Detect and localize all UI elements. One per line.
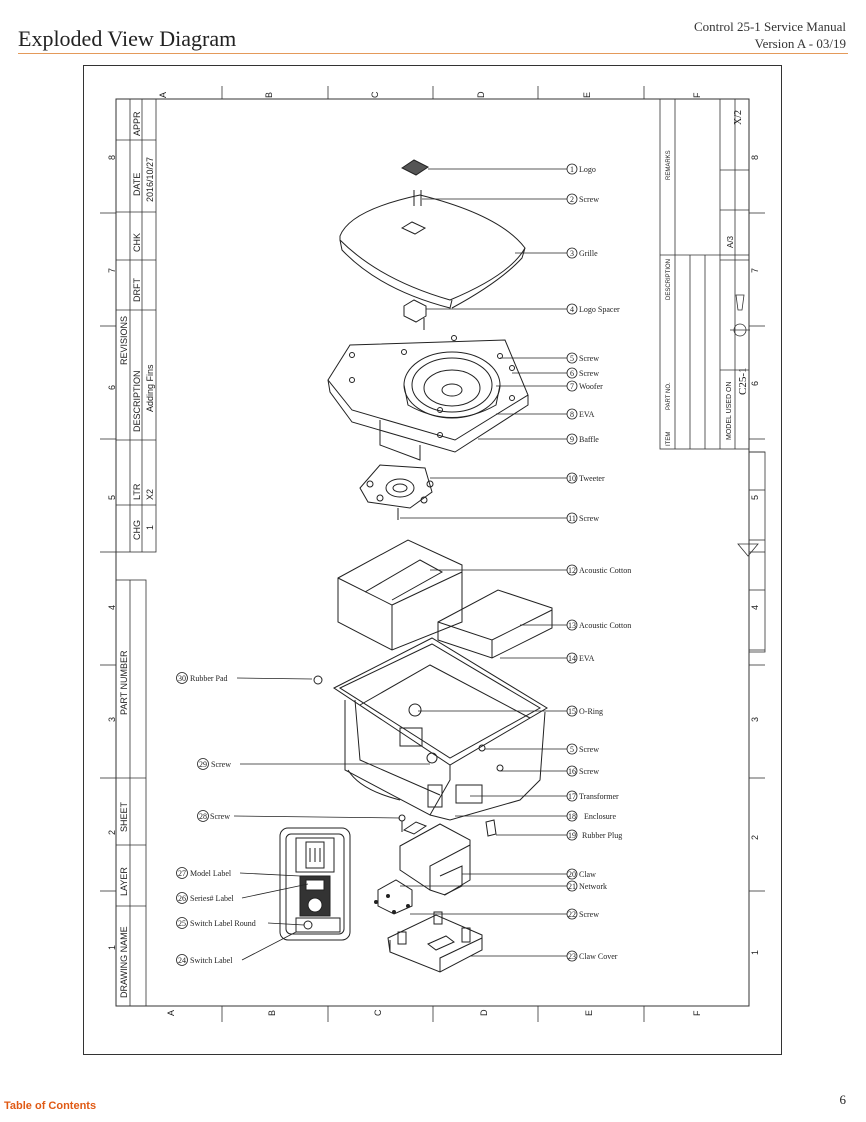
callout-17 — [567, 791, 619, 801]
svg-text:17: 17 — [568, 792, 576, 801]
svg-text:15: 15 — [568, 707, 576, 716]
svg-text:Logo Spacer: Logo Spacer — [579, 305, 620, 314]
svg-text:Model Label: Model Label — [190, 869, 232, 878]
svg-text:Screw: Screw — [211, 760, 231, 769]
svg-text:29: 29 — [199, 760, 207, 769]
title-description: DESCRIPTION — [666, 258, 672, 300]
svg-text:6: 6 — [570, 369, 574, 378]
grid-top-b: B — [264, 91, 274, 98]
title-model: C25-1 — [737, 367, 749, 395]
svg-text:21: 21 — [568, 882, 576, 891]
svg-text:22: 22 — [568, 910, 576, 919]
callout-7 — [567, 381, 603, 391]
title-model-used-on: MODEL USED ON — [726, 381, 733, 440]
callouts-right — [567, 164, 631, 961]
callout-28 — [198, 811, 231, 822]
svg-text:Screw: Screw — [579, 910, 599, 919]
grid-bottom-b: B — [267, 1009, 277, 1016]
grid-top-d: D — [476, 91, 486, 98]
callout-14 — [567, 653, 595, 663]
svg-text:Switch Label: Switch Label — [190, 956, 233, 965]
grid-bottom-e: E — [584, 1009, 594, 1016]
svg-text:Rubber Plug: Rubber Plug — [582, 831, 623, 840]
svg-text:Logo: Logo — [579, 165, 596, 174]
svg-text:Switch Label Round: Switch Label Round — [190, 919, 256, 928]
exploded-parts — [280, 160, 552, 972]
svg-text:Screw: Screw — [579, 745, 599, 754]
svg-text:Screw: Screw — [579, 195, 599, 204]
svg-text:Acoustic Cotton: Acoustic Cotton — [579, 621, 632, 630]
grid-right-2: 2 — [750, 834, 760, 840]
callout-26 — [177, 893, 235, 904]
grid-right-1: 1 — [750, 949, 760, 955]
title-block-text — [666, 110, 749, 446]
grid-left-8: 8 — [107, 154, 117, 160]
title-size: A/3 — [726, 235, 735, 248]
page-title: Exploded View Diagram — [18, 26, 237, 51]
svg-text:13: 13 — [568, 621, 576, 630]
callout-30 — [177, 673, 228, 684]
callout-20 — [567, 869, 596, 879]
acoustic-cotton-2-part — [438, 590, 552, 658]
svg-text:24: 24 — [178, 956, 186, 965]
grid-left-3: 3 — [107, 716, 117, 722]
svg-text:8: 8 — [570, 410, 574, 419]
revision-table-text — [119, 111, 155, 998]
svg-text:28: 28 — [199, 812, 207, 821]
callout-5 — [567, 353, 599, 363]
callout-6 — [567, 368, 599, 378]
svg-text:Claw Cover: Claw Cover — [579, 952, 618, 961]
svg-text:5: 5 — [570, 354, 574, 363]
table-of-contents-link[interactable]: Table of Contents — [4, 1100, 97, 1112]
layer-label: LAYER — [119, 867, 129, 896]
svg-text:4: 4 — [570, 305, 574, 314]
callouts-left — [177, 673, 256, 966]
claw-part — [400, 824, 470, 895]
grille-part — [340, 195, 525, 300]
svg-text:Screw: Screw — [579, 354, 599, 363]
part-number-label: PART NUMBER — [119, 650, 129, 715]
svg-text:10: 10 — [568, 474, 576, 483]
svg-text:Screw: Screw — [579, 767, 599, 776]
svg-text:Network: Network — [579, 882, 607, 891]
svg-text:Baffle: Baffle — [579, 435, 599, 444]
grid-right-6: 6 — [750, 380, 760, 386]
title-rev: X/2 — [733, 110, 744, 125]
grid-top-f: F — [692, 92, 702, 98]
row-chg: 1 — [145, 524, 155, 530]
callout-19 — [567, 830, 622, 840]
col-appr: APPR — [132, 111, 142, 136]
svg-text:16: 16 — [568, 767, 576, 776]
svg-text:Series# Label: Series# Label — [190, 894, 234, 903]
callout-15 — [567, 706, 603, 716]
svg-text:25: 25 — [178, 919, 186, 928]
svg-text:19: 19 — [568, 831, 576, 840]
callout-13 — [567, 620, 631, 630]
callout-10 — [567, 473, 605, 483]
callout-3 — [567, 248, 598, 258]
title-remarks: REMARKS — [666, 150, 672, 180]
svg-text:2: 2 — [570, 195, 574, 204]
logo-spacer-part — [404, 300, 426, 322]
svg-text:Grille: Grille — [579, 249, 598, 258]
svg-text:3: 3 — [570, 249, 574, 258]
woofer-part — [404, 352, 500, 418]
svg-text:30: 30 — [178, 674, 186, 683]
svg-text:20: 20 — [568, 870, 576, 879]
manual-version: Version A - 03/19 — [754, 36, 846, 51]
callout-25 — [177, 918, 256, 929]
callout-16 — [567, 766, 599, 776]
svg-text:Screw: Screw — [210, 812, 230, 821]
callout-4 — [567, 304, 620, 314]
svg-text:7: 7 — [570, 382, 574, 391]
grid-top-e: E — [582, 91, 592, 98]
callout-8 — [567, 409, 595, 419]
svg-text:26: 26 — [178, 894, 186, 903]
grid-right-5: 5 — [750, 494, 760, 500]
manual-name: Control 25-1 Service Manual — [694, 19, 846, 34]
svg-text:O-Ring: O-Ring — [579, 707, 603, 716]
page-number: 6 — [839, 1092, 846, 1107]
callout-leaders — [234, 169, 567, 960]
grid-top-c: C — [370, 91, 380, 98]
grid-left-2: 2 — [107, 829, 117, 835]
grid-bottom-d: D — [479, 1009, 489, 1016]
svg-text:Transformer: Transformer — [579, 792, 619, 801]
svg-text:11: 11 — [568, 514, 576, 523]
grid-left-5: 5 — [107, 494, 117, 500]
title-part: PART NO. — [666, 382, 672, 410]
svg-text:Acoustic Cotton: Acoustic Cotton — [579, 566, 632, 575]
row-date: 2016/10/27 — [145, 156, 155, 202]
revisions-heading: REVISIONS — [119, 315, 129, 365]
drawing-name-label: DRAWING NAME — [119, 926, 129, 998]
row-description: Adding Fins — [145, 364, 155, 412]
grid-bottom-a: A — [166, 1009, 176, 1016]
svg-text:Rubber Pad: Rubber Pad — [190, 674, 228, 683]
callout-29 — [198, 759, 232, 770]
svg-text:27: 27 — [178, 869, 186, 878]
svg-text:23: 23 — [568, 952, 576, 961]
svg-text:9: 9 — [570, 435, 574, 444]
grid-left-7: 7 — [107, 267, 117, 273]
grid-right-7: 7 — [750, 267, 760, 273]
callout-2 — [567, 194, 599, 204]
callout-24 — [177, 955, 234, 966]
title-block — [660, 99, 765, 652]
network-part — [378, 880, 412, 914]
col-chk: CHK — [132, 232, 142, 252]
callout-9 — [567, 434, 599, 444]
col-date: DATE — [132, 172, 142, 196]
callout-23 — [567, 951, 618, 961]
callout-11 — [567, 513, 599, 523]
svg-text:Woofer: Woofer — [579, 382, 603, 391]
svg-text:12: 12 — [568, 566, 576, 575]
col-description: DESCRIPTION — [132, 370, 142, 432]
grid-bottom-f: F — [692, 1010, 702, 1016]
grid-left-1: 1 — [107, 944, 117, 950]
svg-text:Tweeter: Tweeter — [579, 474, 605, 483]
callout-27 — [177, 868, 232, 879]
enclosure-part — [345, 700, 450, 815]
svg-text:14: 14 — [568, 654, 576, 663]
grid-ticks — [100, 86, 765, 1022]
svg-text:5: 5 — [570, 745, 574, 754]
svg-text:Screw: Screw — [579, 369, 599, 378]
svg-text:EVA: EVA — [579, 654, 595, 663]
svg-text:EVA: EVA — [579, 410, 595, 419]
col-chg: CHG — [132, 520, 142, 540]
col-ltr: LTR — [132, 483, 142, 500]
callout-5b — [567, 744, 599, 754]
title-item: ITEM — [666, 431, 672, 446]
grid-bottom-c: C — [373, 1009, 383, 1016]
callout-21 — [567, 881, 607, 891]
grid-left-6: 6 — [107, 384, 117, 390]
callout-1 — [567, 164, 596, 174]
grid-right-3: 3 — [750, 716, 760, 722]
svg-text:Claw: Claw — [579, 870, 596, 879]
svg-text:Screw: Screw — [579, 514, 599, 523]
svg-text:1: 1 — [570, 165, 574, 174]
callout-12 — [567, 565, 631, 575]
grid-right-4: 4 — [750, 604, 760, 610]
callout-22 — [567, 909, 599, 919]
col-drft: DRFT — [132, 278, 142, 302]
grid-top-a: A — [158, 91, 168, 98]
sheet-label: SHEET — [119, 801, 129, 832]
grid-right-8: 8 — [750, 154, 760, 160]
svg-text:Enclosure: Enclosure — [584, 812, 616, 821]
svg-text:18: 18 — [568, 812, 576, 821]
callout-18 — [567, 811, 616, 821]
grid-left-4: 4 — [107, 604, 117, 610]
logo-part — [402, 160, 428, 175]
row-ltr: X2 — [145, 488, 155, 500]
